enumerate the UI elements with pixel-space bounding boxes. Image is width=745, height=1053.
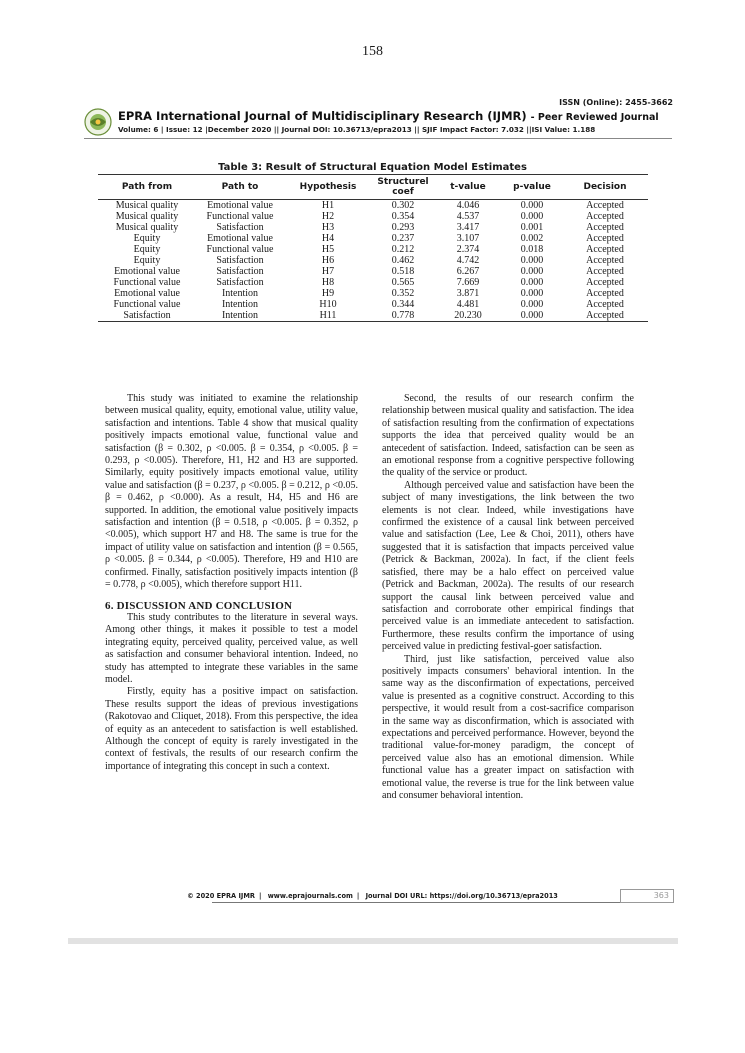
- table-cell: 4.742: [456, 255, 480, 266]
- table-cell: H2: [321, 211, 335, 222]
- discussion-paragraph: Firstly, equity has a positive impact on satisfaction. These results support the ideas of previous investigations (Rakotovao and Cliquet, 2018). From this perspective, the idea of equity as an antecedent to satisfaction is well established. Although the concept of equity is rarely investigated in the context of festivals, the results of our research confirm the importance of integrating this concept in such a context.: [105, 686, 358, 772]
- right-column: [382, 393, 634, 802]
- table-cell: 0.000: [520, 266, 544, 277]
- table-cell: 0.000: [520, 255, 544, 266]
- epra-logo-icon: [84, 108, 112, 136]
- table-cell: 0.293: [391, 222, 415, 233]
- table-cell: 20.230: [434, 310, 502, 322]
- table-cell: Functional value: [206, 244, 274, 255]
- table-cell: 4.537: [456, 211, 480, 222]
- table-cell: Accepted: [586, 200, 624, 211]
- issn-line: ISSN (Online): 2455-3662: [559, 98, 673, 107]
- table-cell: Equity: [133, 244, 161, 255]
- journal-info: Volume: 6 | Issue: 12 |December 2020 || Journal DOI: 10.36713/epra2013 || SJIF Impact Factor: 7.032 ||ISI Value: 1.188: [118, 125, 596, 134]
- table-row: [98, 310, 648, 322]
- table-cell: H11: [284, 310, 372, 322]
- table-cell: 0.778: [372, 310, 434, 322]
- discussion-paragraph: Although perceived value and satisfaction have been the subject of many investigations, the link between the two elements is not clear. Indeed, while investigations have confirmed the existence of a causal link between perceived value and satisfaction (Lee, Lee & Choi, 2011), others have suggested that it is satisfaction that impacts perceived value (Petrick & Backman, 2002a). In fact, if the client feels satisfied, there may be a halo effect on perceived value (Petrick and Backman, 2002a). The results of our research support the causal link between perceived value and satisfaction and corroborate other empirical findings that perceived value is an immediate antecedent to satisfaction. Furthermore, these results confirm the importance of using perceived value in predicting festival-goer satisfaction.: [382, 479, 634, 653]
- table-cell: Emotional value: [207, 233, 273, 244]
- page-footer: © 2020 EPRA IJMR | www.eprajournals.com | Journal DOI URL: https://doi.org/10.36713/epra2013: [187, 892, 558, 900]
- journal-name: EPRA International Journal of Multidisciplinary Research (IJMR): [118, 109, 527, 123]
- table-cell: 4.481: [456, 299, 480, 310]
- doi-url-link[interactable]: Journal DOI URL: https://doi.org/10.36713/epra2013: [365, 892, 558, 900]
- table-cell: Musical quality: [115, 211, 179, 222]
- table-cell: 7.669: [456, 277, 480, 288]
- table-cell: H5: [321, 244, 335, 255]
- table-cell: Satisfaction: [216, 277, 264, 288]
- table-cell: Satisfaction: [216, 255, 264, 266]
- table-caption: Table 3: Result of Structural Equation Model Estimates: [218, 162, 527, 173]
- table-row: [98, 233, 648, 244]
- table-cell: 0.462: [391, 255, 415, 266]
- table-cell: Accepted: [586, 255, 624, 266]
- table-cell: 0.565: [391, 277, 415, 288]
- table-cell: 0.000: [520, 299, 544, 310]
- table-cell: 0.352: [391, 288, 415, 299]
- table-cell: Accepted: [586, 266, 624, 277]
- table-cell: Intention: [221, 299, 259, 310]
- table-row: [98, 244, 648, 255]
- peer-reviewed-label: - Peer Reviewed Journal: [530, 112, 659, 123]
- journal-site-link[interactable]: www.eprajournals.com: [267, 892, 353, 900]
- table-cell: 0.001: [520, 222, 544, 233]
- sem-results-table: [98, 174, 648, 322]
- col-header: Path to: [196, 175, 284, 200]
- col-header: Decision: [562, 175, 648, 200]
- table-cell: 0.000: [520, 288, 544, 299]
- table-cell: Accepted: [586, 244, 624, 255]
- table-cell: 0.018: [520, 244, 544, 255]
- table-cell: H1: [321, 200, 335, 211]
- table-cell: 3.417: [456, 222, 480, 233]
- table-cell: 0.000: [520, 211, 544, 222]
- table-cell: 0.354: [391, 211, 415, 222]
- table-row: [98, 255, 648, 266]
- table-cell: Accepted: [586, 288, 624, 299]
- table-cell: Accepted: [562, 310, 648, 322]
- table-cell: Functional value: [113, 277, 181, 288]
- table-row: [98, 200, 648, 212]
- table-cell: 2.374: [456, 244, 480, 255]
- table-cell: 0.000: [502, 310, 562, 322]
- table-row: [98, 277, 648, 288]
- table-cell: H3: [321, 222, 335, 233]
- table-cell: H4: [321, 233, 335, 244]
- table-cell: Intention: [221, 288, 259, 299]
- col-header: Hypothesis: [284, 175, 372, 200]
- table-cell: Equity: [133, 233, 161, 244]
- discussion-paragraph: This study contributes to the literature in several ways. Among other things, it makes it possible to test a model integrating equity, perceived quality, perceived value, as well as satisfaction and consumer behavioral intention. Indeed, no study has attempted to integrate these variables in the same model.: [105, 611, 358, 685]
- table-cell: 4.046: [456, 200, 480, 211]
- table-cell: Accepted: [586, 233, 624, 244]
- col-header: p-value: [502, 175, 562, 200]
- table-cell: 6.267: [456, 266, 480, 277]
- table-cell: Accepted: [586, 299, 624, 310]
- table-row: [98, 266, 648, 277]
- table-cell: H7: [321, 266, 335, 277]
- table-cell: Satisfaction: [216, 266, 264, 277]
- section-heading: 6. DISCUSSION AND CONCLUSION: [105, 599, 293, 612]
- table-cell: H8: [321, 277, 335, 288]
- table-cell: Functional value: [206, 211, 274, 222]
- table-cell: 0.518: [391, 266, 415, 277]
- table-cell: 0.237: [391, 233, 415, 244]
- table-cell: 3.871: [456, 288, 480, 299]
- table-cell: Emotional value: [114, 288, 180, 299]
- results-paragraph: This study was initiated to examine the relationship between musical quality, equity, emotional value, utility value, satisfaction and intentions. Table 4 show that musical quality positively impacts emotional value, functional value and satisfaction (β = 0.302, ρ <0.005. β = 0.354, ρ <0.005. β = 0.293, ρ <0.005). Therefore, H1, H2 and H3 are supported. Similarly, equity positively impacts emotional value, utility value and satisfaction (β = 0.237, ρ <0.005. β = 0.212, ρ <0.05. β = 0.462, ρ <0.000). As a result, H4, H5 and H6 are supported. In addition, the emotional value positively impacts satisfaction and intention (β = 0.518, ρ <0.005. β = 0.352, ρ <0.005), which support H7 and H8. The same is true for the impact of utility value on satisfaction and intention (β = 0.565, ρ <0.005. β = 0.344, ρ <0.005). Therefore, H9 and H10 are confirmed. Finally, satisfaction positively impacts intention (β = 0.778, ρ <0.005), which therefore support H11.: [105, 393, 358, 591]
- table-cell: 0.212: [391, 244, 415, 255]
- table-cell: 0.000: [520, 200, 544, 211]
- header-rule: [84, 138, 672, 139]
- col-header: Path from: [98, 175, 196, 200]
- table-cell: H10: [319, 299, 337, 310]
- table-cell: 0.302: [391, 200, 415, 211]
- journal-title: [118, 109, 659, 123]
- table-row: [98, 299, 648, 310]
- copyright-text: © 2020 EPRA IJMR: [187, 892, 255, 900]
- table-cell: Satisfaction: [216, 222, 264, 233]
- table-row: [98, 211, 648, 222]
- table-cell: 3.107: [456, 233, 480, 244]
- table-cell: 0.344: [391, 299, 415, 310]
- col-header: t-value: [434, 175, 502, 200]
- table-header-row: [98, 175, 648, 200]
- page-number: 158: [362, 44, 383, 59]
- table-cell: Intention: [196, 310, 284, 322]
- table-row: [98, 222, 648, 233]
- table-cell: Satisfaction: [98, 310, 196, 322]
- table-cell: Accepted: [586, 277, 624, 288]
- table-cell: Accepted: [586, 211, 624, 222]
- table-cell: Emotional value: [207, 200, 273, 211]
- left-column: [105, 393, 358, 773]
- page-bottom-bar: [68, 938, 678, 944]
- table-cell: Equity: [133, 255, 161, 266]
- table-cell: Emotional value: [114, 266, 180, 277]
- footer-rule: [212, 902, 620, 903]
- journal-page-number: 363: [620, 889, 674, 903]
- table-cell: Musical quality: [115, 200, 179, 211]
- table-cell: 0.002: [520, 233, 544, 244]
- table-cell: Functional value: [113, 299, 181, 310]
- table-cell: Musical quality: [115, 222, 179, 233]
- discussion-paragraph: Second, the results of our research confirm the relationship between musical quality and satisfaction. The idea of satisfaction resulting from the confirmation of expectations supports the idea that perceived quality would be an antecedent of satisfaction. Indeed, satisfaction can be seen as an emotional response from a cognitive perspective following the quality of the service or product.: [382, 393, 634, 479]
- table-row: [98, 288, 648, 299]
- table-cell: H6: [321, 255, 335, 266]
- discussion-paragraph: Third, just like satisfaction, perceived value also positively impacts consumers' behavioral intention. In the same way as the disconfirmation of expectations, perceived value is presented as a cognitive construct. According to this perspective, it would result from a cost-sacrifice comparison in the same way as disconfirmation, which is associated with expectations and perceived performance. However, beyond the traditional value-for-money paradigm, the concept of perceived value also has an emotional dimension. While functional value has a greater impact on satisfaction with emotional value, the reverse is true for the link between value and consumer behavioral intention.: [382, 653, 634, 801]
- col-header: Structurel coef: [372, 175, 434, 200]
- table-cell: 0.000: [520, 277, 544, 288]
- table-cell: Accepted: [586, 222, 624, 233]
- table-cell: H9: [321, 288, 335, 299]
